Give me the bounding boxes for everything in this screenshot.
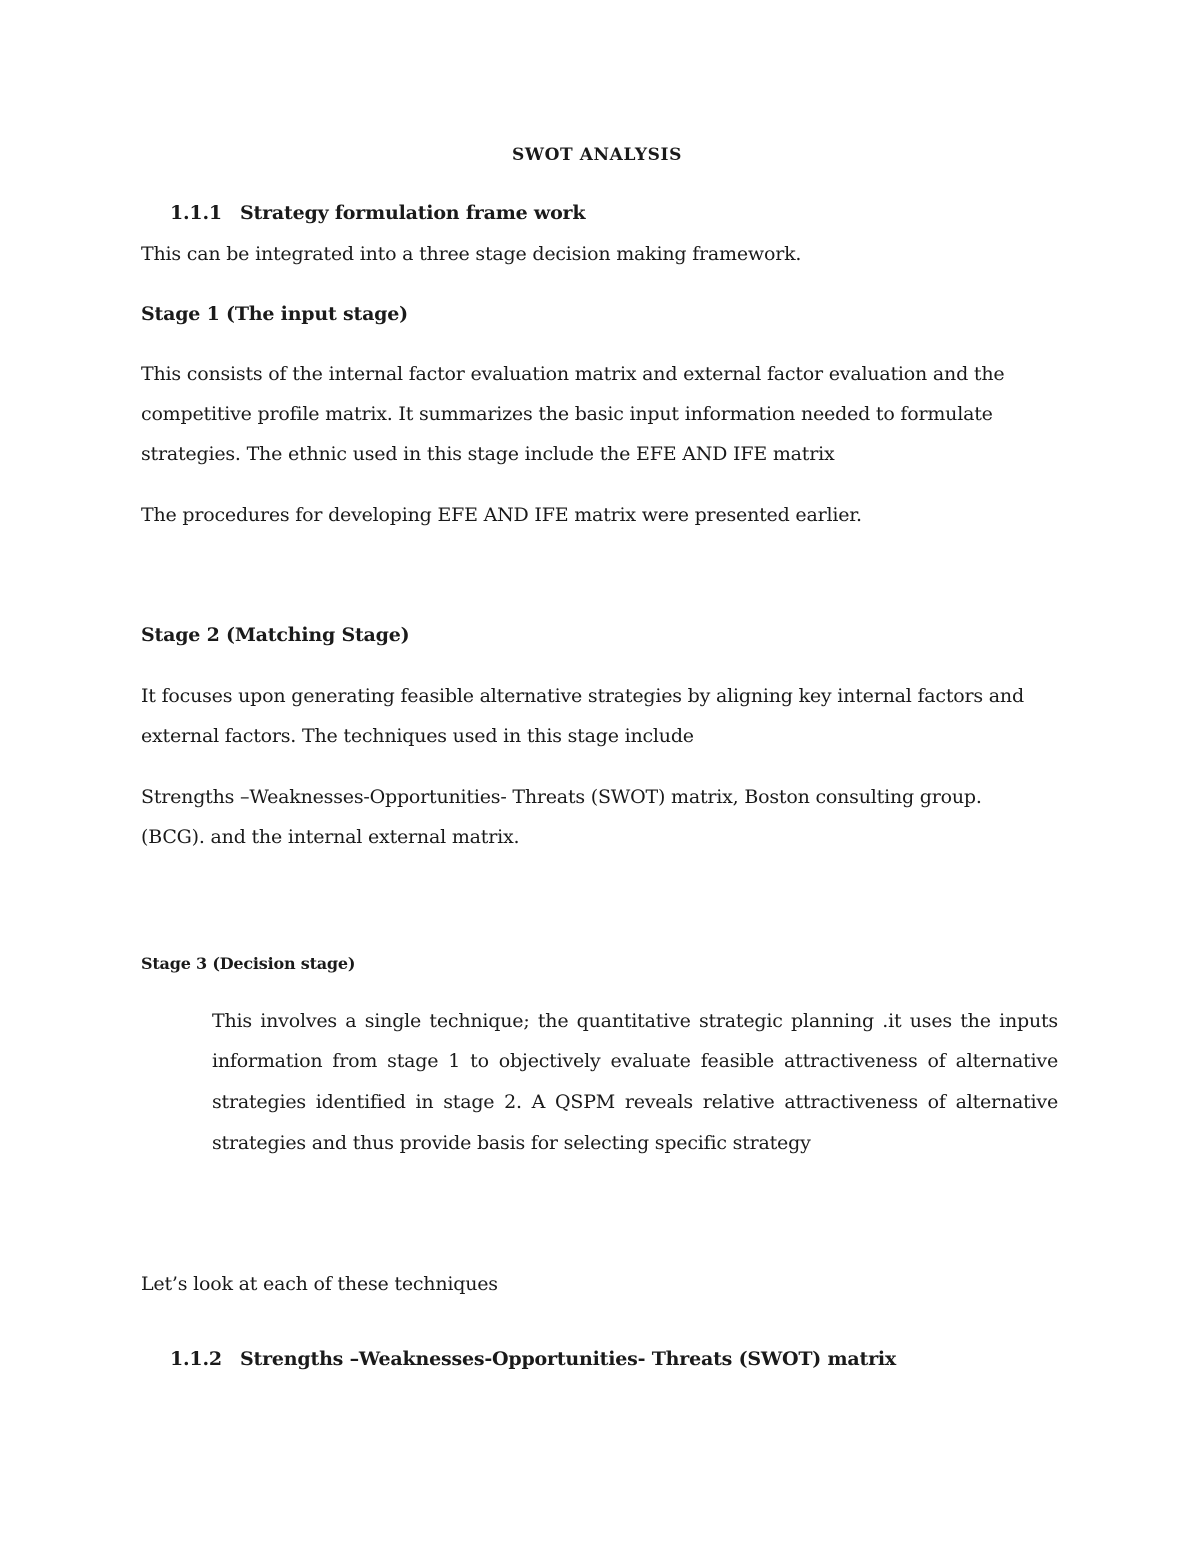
stage-1-line: strategies. The ethnic used in this stage include the EFE AND IFE matrix — [141, 443, 835, 465]
section-number: 1.1.2 — [170, 1348, 222, 1370]
stage-3-line: information from stage 1 to objectively evaluate feasible attractiveness of alternative — [212, 1050, 1058, 1072]
stage-1-line: This consists of the internal factor evaluation matrix and external factor evaluation and the — [141, 363, 1005, 385]
section-heading: Strategy formulation frame work — [240, 202, 586, 224]
section-number: 1.1.1 — [170, 202, 222, 224]
stage-3-line: strategies identified in stage 2. A QSPM reveals relative attractiveness of alternative — [212, 1091, 1058, 1113]
stage-3-line: This involves a single technique; the quantitative strategic planning .it uses the inputs — [212, 1010, 1058, 1032]
document-title: SWOT ANALYSIS — [512, 145, 682, 165]
stage-1-heading: Stage 1 (The input stage) — [141, 303, 408, 325]
stage-2-heading: Stage 2 (Matching Stage) — [141, 624, 410, 646]
stage-1-paragraph-2: The procedures for developing EFE AND IFE matrix were presented earlier. — [141, 504, 862, 526]
stage-3-line: strategies and thus provide basis for selecting specific strategy — [212, 1132, 811, 1154]
section-heading: Strengths –Weaknesses-Opportunities- Threats (SWOT) matrix — [240, 1348, 897, 1370]
stage-2-line: (BCG). and the internal external matrix. — [141, 826, 520, 848]
stage-2-line: external factors. The techniques used in this stage include — [141, 725, 694, 747]
stage-1-line: competitive profile matrix. It summarizes the basic input information needed to formulate — [141, 403, 993, 425]
intro-paragraph: This can be integrated into a three stage decision making framework. — [141, 243, 802, 265]
stage-2-line: Strengths –Weaknesses-Opportunities- Threats (SWOT) matrix, Boston consulting group. — [141, 786, 982, 808]
closing-line: Let’s look at each of these techniques — [141, 1273, 498, 1295]
stage-3-heading: Stage 3 (Decision stage) — [141, 954, 356, 973]
stage-2-line: It focuses upon generating feasible alternative strategies by aligning key internal factors and — [141, 685, 1024, 707]
